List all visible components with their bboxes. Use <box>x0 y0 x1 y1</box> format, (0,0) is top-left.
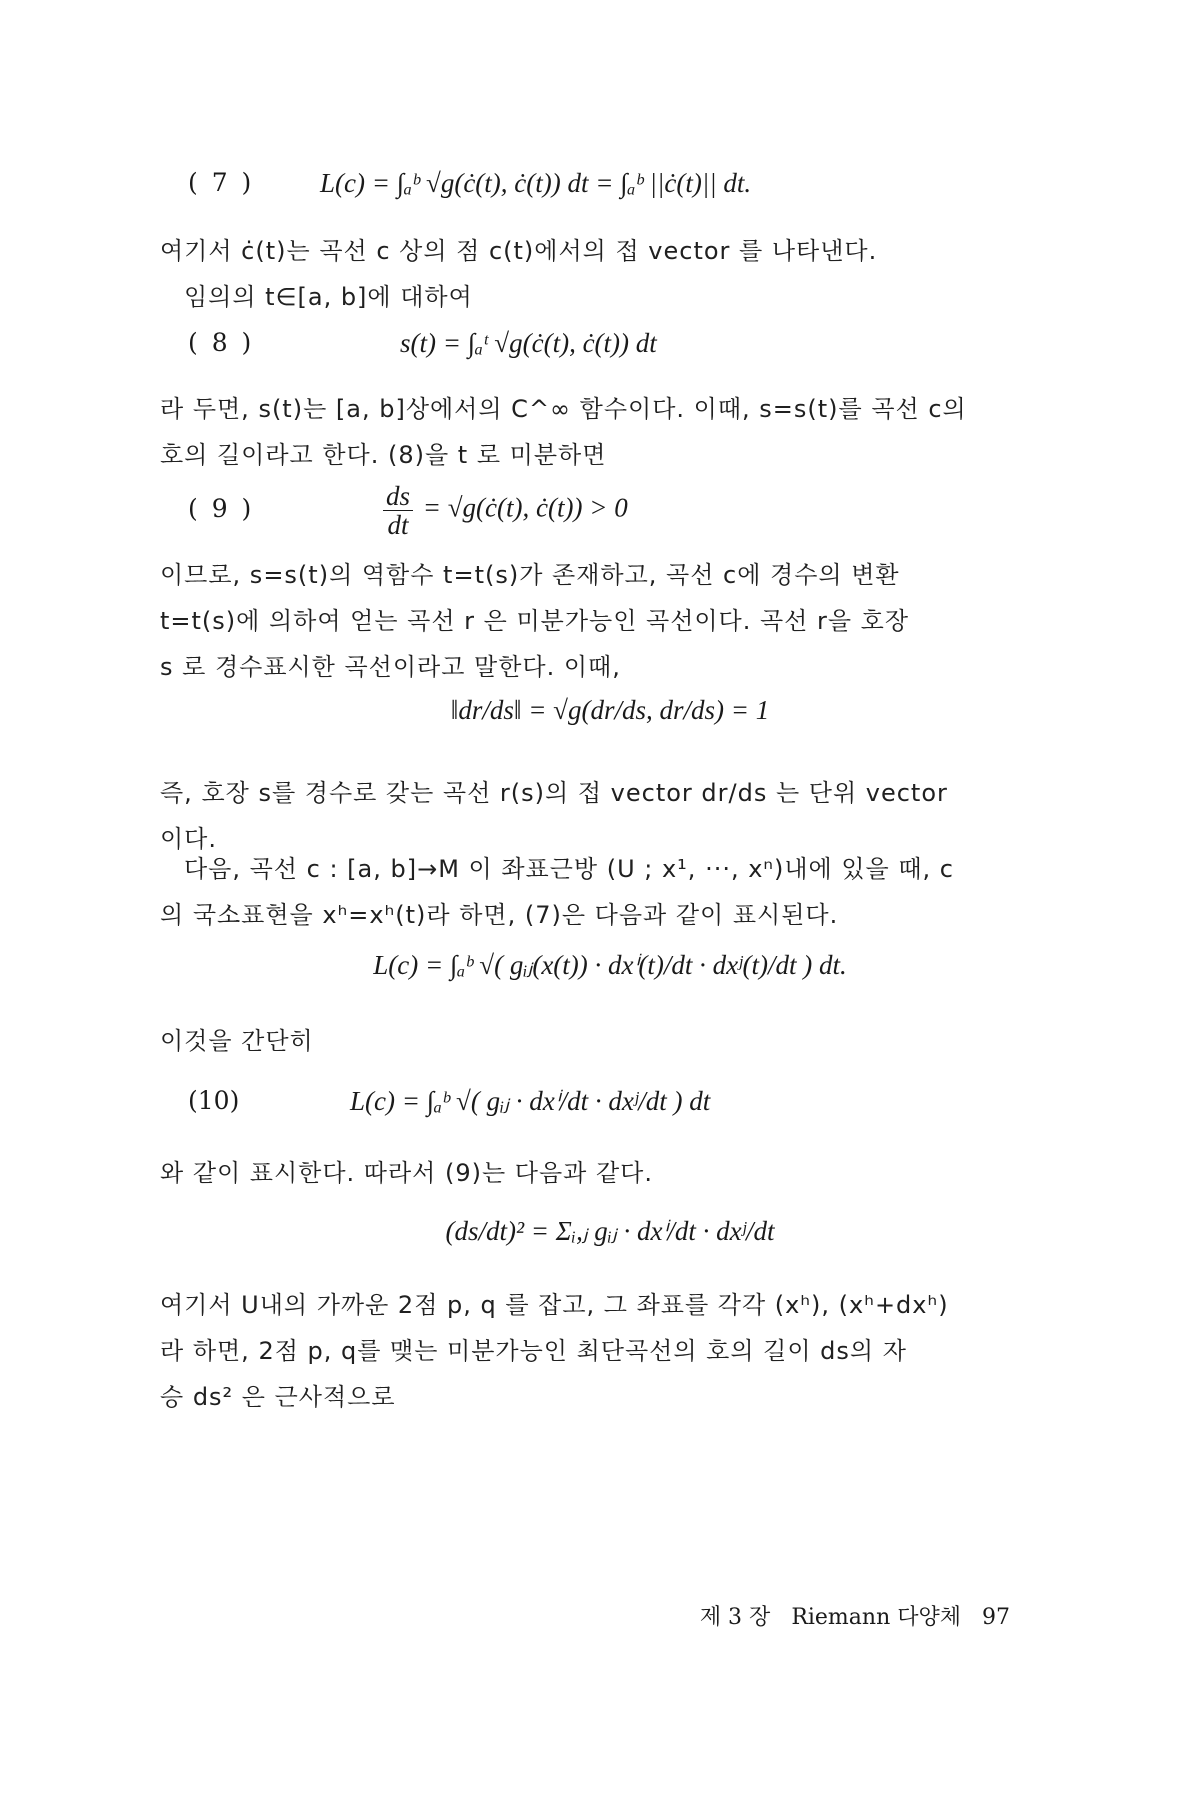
text-line: 의 국소표현을 xʰ=xʰ(t)라 하면, (7)은 다음과 같이 표시된다. <box>160 901 839 929</box>
equation-rhs: = √g(ċ(t), ċ(t)) > 0 <box>422 492 628 523</box>
text-line: 이다. <box>160 825 217 853</box>
equation-body: (ds/dt)² = Σᵢ,ⱼ gᵢⱼ · dxⁱ/dt · dxʲ/dt <box>445 1216 775 1246</box>
equation-number: (10) <box>188 1086 240 1115</box>
text-line: 라 하면, 2점 p, q를 맺는 미분가능인 최단곡선의 호의 길이 ds의 자 <box>160 1337 907 1365</box>
equation-body: ‖dr/ds‖ = √g(dr/ds, dr/ds) = 1 <box>450 695 770 725</box>
equation-body: L(c) = ∫ₐᵇ √g(ċ(t), ċ(t)) dt = ∫ₐᵇ ||ċ(t)|| dt. <box>320 168 752 198</box>
text-line: t=t(s)에 의하여 얻는 곡선 r 은 미분가능인 곡선이다. 곡선 r을 호장 <box>160 607 910 635</box>
paragraph-2 <box>160 386 1040 478</box>
text-line: 호의 길이라고 한다. (8)을 t 로 미분하면 <box>160 441 607 469</box>
text-line: 임의의 t∈[a, b]에 대하여 <box>184 283 473 311</box>
text-line: s 로 경수표시한 곡선이라고 말한다. 이때, <box>160 653 621 681</box>
text-line: 다음, 곡선 c : [a, b]→M 이 좌표근방 (U ; x¹, ···, xⁿ)내에 있을 때, c <box>184 855 954 883</box>
chapter-title: Riemann 다양체 <box>791 1605 961 1630</box>
equation-body: L(c) = ∫ₐᵇ √( gᵢⱼ · dxⁱ/dt · dxʲ/dt ) dt <box>350 1086 711 1116</box>
fraction <box>383 482 413 539</box>
text-line: 여기서 U내의 가까운 2점 p, q 를 잡고, 그 좌표를 각각 (xʰ), (xʰ+dxʰ) <box>160 1291 949 1319</box>
running-footer <box>0 1600 1010 1631</box>
fraction-denominator: dt <box>387 510 409 540</box>
text-line: 라 두면, s(t)는 [a, b]상에서의 C^∞ 함수이다. 이때, s=s(t)를 곡선 c의 <box>160 395 967 423</box>
text-line: 이므로, s=s(t)의 역함수 t=t(s)가 존재하고, 곡선 c에 경수의 변환 <box>160 561 900 589</box>
paragraph-1 <box>160 228 1040 320</box>
equation-number: ( 8 ) <box>188 328 255 357</box>
equation-body: L(c) = ∫ₐᵇ √( gᵢⱼ(x(t)) · dxⁱ(t)/dt · dxʲ(t)/dt ) dt. <box>373 950 847 980</box>
equation-number: ( 7 ) <box>188 168 255 197</box>
text-line: 와 같이 표시한다. 따라서 (9)는 다음과 같다. <box>160 1159 653 1187</box>
text-line: 이것을 간단히 <box>160 1027 314 1055</box>
equation-body <box>380 482 1060 539</box>
text-line: 즉, 호장 s를 경수로 갖는 곡선 r(s)의 접 vector dr/ds 는 단위 vector <box>160 779 948 807</box>
text-line: 여기서 ċ(t)는 곡선 c 상의 점 c(t)에서의 접 vector 를 나타낸다. <box>160 237 878 265</box>
equation-number: ( 9 ) <box>188 494 255 523</box>
paragraph-5 <box>160 846 1040 938</box>
paragraph-6 <box>160 1018 1040 1064</box>
equation-9 <box>160 482 1060 542</box>
chapter-label: 제 3 장 <box>699 1605 771 1630</box>
page-number: 97 <box>982 1605 1010 1630</box>
text-line: 승 ds² 은 근사적으로 <box>160 1383 396 1411</box>
fraction-numerator: ds <box>383 482 413 511</box>
equation-body: s(t) = ∫ₐᵗ √g(ċ(t), ċ(t)) dt <box>400 328 657 358</box>
paragraph-8 <box>160 1282 1040 1420</box>
paragraph-3 <box>160 552 1040 690</box>
paragraph-7 <box>160 1150 1040 1196</box>
